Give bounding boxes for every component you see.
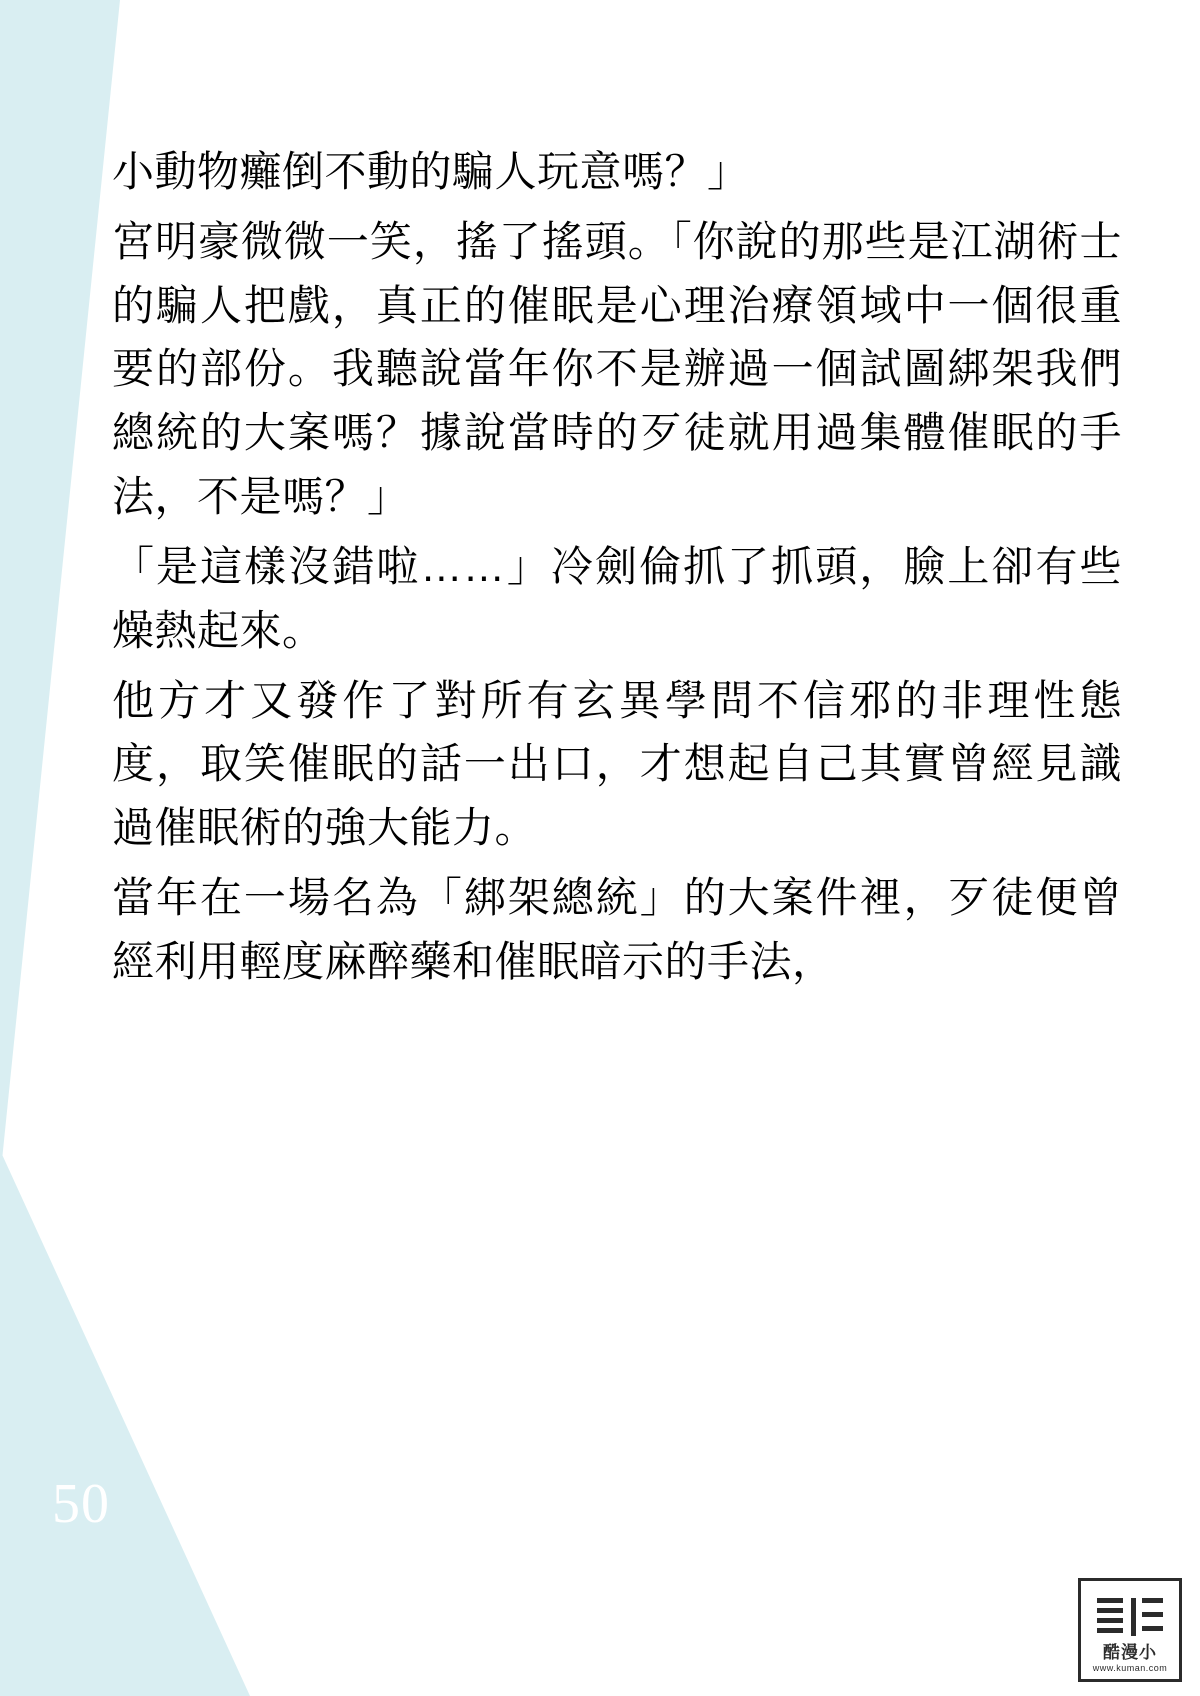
watermark-title: 酷漫小: [1103, 1643, 1157, 1662]
watermark-url: www.kuman.com: [1092, 1663, 1168, 1673]
body-text: [112, 140, 1122, 1000]
watermark-glyph-icon: [1095, 1594, 1165, 1638]
paragraph: 小動物癱倒不動的騙人玩意嗎？」: [112, 148, 750, 195]
paragraph: 宮明豪微微一笑，搖了搖頭。「你說的那些是江湖術士的騙人把戲，真正的催眠是心理治療領域中一個很重要的部份。我聽說當年你不是辦過一個試圖綁架我們總統的大案嗎？據說當時的歹徒就用過集體催眠的手法，不是嗎？」: [112, 217, 1122, 521]
page-number: 50: [52, 1473, 110, 1535]
paragraph: 他方才又發作了對所有玄異學問不信邪的非理性態度，取笑催眠的話一出口，才想起自己其實曾經見識過催眠術的強大能力。: [112, 676, 1122, 852]
paragraph: 當年在一場名為「綁架總統」的大案件裡，歹徒便曾經利用輕度麻醉藥和催眠暗示的手法，: [112, 874, 1122, 985]
paragraph: 「是這樣沒錯啦……」冷劍倫抓了抓頭，臉上卻有些燥熱起來。: [112, 542, 1122, 654]
watermark-logo: [1078, 1578, 1182, 1682]
